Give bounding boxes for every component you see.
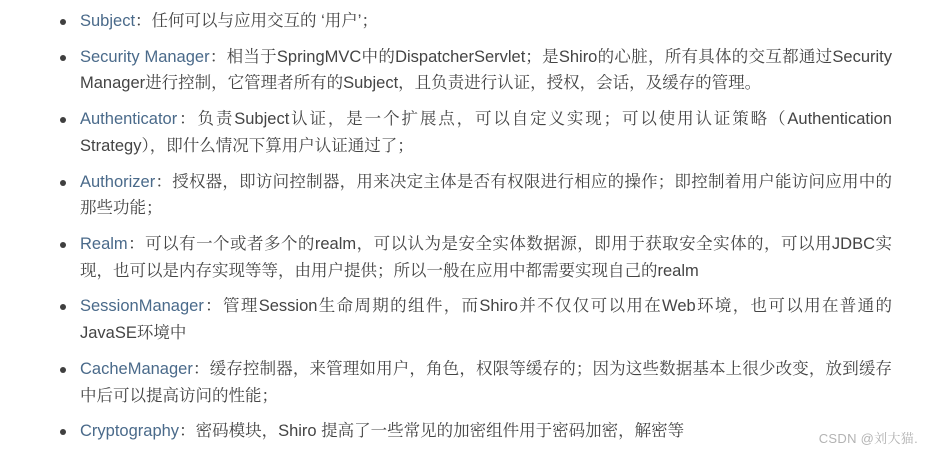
list-item-term: Cryptography [80, 422, 180, 441]
list-item-term: CacheManager [80, 359, 193, 378]
list-item-text: ：授权器，即访问控制器，用来决定主体是否有权限进行相应的操作；即控制着用户能访问应用中的那些功能； [80, 172, 892, 218]
list-item [56, 356, 892, 409]
list-item-term: Authenticator [80, 110, 178, 129]
list-item [56, 231, 892, 284]
list-item [56, 8, 892, 35]
list-item [56, 418, 892, 445]
list-item-term: Security Manager [80, 47, 210, 66]
list-item [56, 44, 892, 97]
list-item-text: ：管理Session生命周期的组件，而Shiro并不仅仅可以用在Web环境，也可以用在普通的JavaSE环境中 [80, 297, 892, 343]
list-item-term: Subject [80, 12, 136, 30]
watermark: CSDN @刘大猫. [818, 431, 918, 446]
list-item [56, 169, 892, 222]
list-item [56, 106, 892, 159]
list-item-term: Realm [80, 235, 128, 254]
list-item-text: ：相当于SpringMVC中的DispatcherServlet；是Shiro的心脏，所有具体的交互都通过Security Manager进行控制，它管理者所有的Subject，且负责进行认证，授权，会话，及缓存的管理。 [80, 47, 892, 93]
list-item-text: ：密码模块，Shiro 提高了一些常见的加密组件用于密码加密，解密等 [179, 422, 685, 441]
list-item-term: Authorizer [80, 172, 156, 191]
list-item-text: ：任何可以与应用交互的 ‘用户’； [135, 12, 378, 30]
list-item-text: ：可以有一个或者多个的realm，可以认为是安全实体数据源，即用于获取安全实体的，可以用JDBC实现，也可以是内存实现等等，由用户提供；所以一般在应用中都需要实现自己的realm [80, 235, 892, 280]
list-item-term: SessionManager [80, 297, 204, 316]
list-item-text: ：负责Subject认证，是一个扩展点，可以自定义实现；可以使用认证策略（Authentication Strategy），即什么情况下算用户认证通过了； [80, 110, 892, 155]
list-item-text: ：缓存控制器，来管理如用户，角色，权限等缓存的；因为这些数据基本上很少改变，放到缓存中后可以提高访问的性能； [80, 359, 892, 405]
list-item [56, 293, 892, 346]
shiro-component-list [56, 8, 892, 445]
